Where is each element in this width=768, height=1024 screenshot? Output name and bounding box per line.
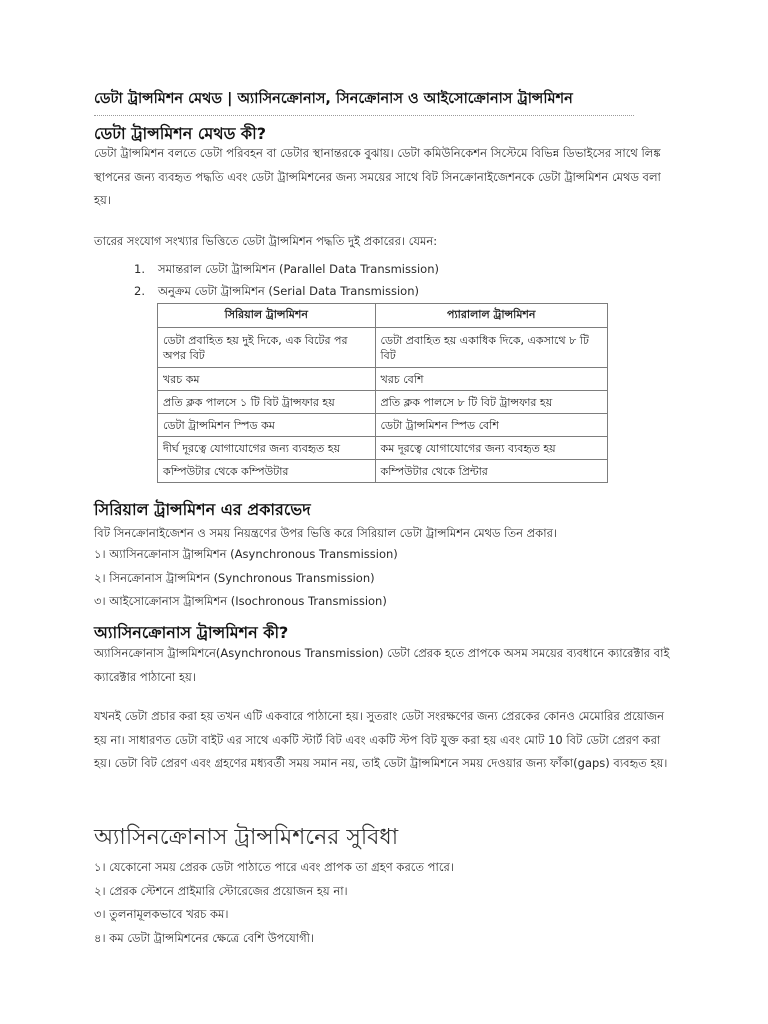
table-cell: প্রতি ক্লক পালসে ৮ টি বিট ট্রান্সফার হয় xyxy=(375,391,607,414)
table-row xyxy=(158,368,608,391)
table-row xyxy=(158,414,608,437)
table-row xyxy=(158,328,608,368)
list-item: ৩। আইসোক্রোনাস ট্রান্সমিশন (Isochronous Transmission) xyxy=(94,594,387,608)
comparison-table xyxy=(157,303,608,483)
section-heading-what-is-method: ডেটা ট্রান্সমিশন মেথড কী? xyxy=(94,124,266,143)
types-intro-line: তারের সংযোগ সংখ্যার ভিত্তিতে ডেটা ট্রান্সমিশন পদ্ধতি দুই প্রকারের। যেমন: xyxy=(94,234,438,248)
column-header-parallel: প্যারালাল ট্রান্সমিশন xyxy=(375,304,607,328)
list-item: ২। প্রেরক স্টেশনে প্রাইমারি স্টোরেজের প্রয়োজন হয় না। xyxy=(94,883,348,898)
table-row xyxy=(158,391,608,414)
table-cell: প্রতি ক্লক পালসে ১ টি বিট ট্রান্সফার হয় xyxy=(158,391,376,414)
table-cell: খরচ কম xyxy=(158,368,376,391)
table-row xyxy=(158,437,608,460)
serial-types-intro: বিট সিনক্রোনাইজেশন ও সময় নিয়ন্ত্রণের উপর ভিত্তি করে সিরিয়াল ডেটা ট্রান্সমিশন মেথড তিন প্রকার। xyxy=(94,526,558,540)
list-item: ১। অ্যাসিনক্রোনাস ট্রান্সমিশন (Asynchronous Transmission) xyxy=(94,547,398,561)
section-heading-serial-types: সিরিয়াল ট্রান্সমিশন এর প্রকারভেদ xyxy=(94,500,311,519)
table-cell: ডেটা ট্রান্সমিশন স্পিড কম xyxy=(158,414,376,437)
list-item xyxy=(134,280,439,302)
table-cell: দীর্ঘ দূরত্বে যোগাযোগের জন্য ব্যবহৃত হয় xyxy=(158,437,376,460)
async-paragraph-2: যখনই ডেটা প্রচার করা হয় তখন এটি একবারে পাঠানো হয়। সুতরাং ডেটা সংরক্ষণের জন্য প্রেরকের কোনও মেমোরির প্রয়োজন হয় না। সাধারণত ডেটা বাইট এর সাথে একটি স্টার্ট বিট এবং একটি স্টপ বিট যুক্ত করা হয় এবং মোট 10 বিট ডেটা প্রেরণ করা হয়। ডেটা বিট প্রেরণ এবং গ্রহণের মধ্যবর্তী সময় সমান নয়, তাই ডেটা ট্রান্সমিশনে সময় দেওয়ার জন্য ফাঁকা(gaps) ব্যবহৃত হয়। xyxy=(94,709,668,770)
section-heading-async-advantages: অ্যাসিনক্রোনাস ট্রান্সমিশনের সুবিধা xyxy=(94,825,399,850)
table-cell: ডেটা প্রবাহিত হয় দুই দিকে, এক বিটের পর অপর বিট xyxy=(158,328,376,368)
list-item-text: অনুক্রম ডেটা ট্রান্সমিশন (Serial Data Transmission) xyxy=(158,284,419,298)
table-cell: ডেটা ট্রান্সমিশন স্পিড বেশি xyxy=(375,414,607,437)
async-paragraph-1: অ্যাসিনক্রোনাস ট্রান্সমিশনে(Asynchronous Transmission) ডেটা প্রেরক হতে প্রাপকে অসম সময়ের ব্যবধানে ক্যারেক্টার বাই ক্যারেক্টার পাঠানো হয়। xyxy=(94,646,670,684)
list-item: ৩। তুলনামূলকভাবে খরচ কম। xyxy=(94,907,229,921)
async-advantages-list xyxy=(94,856,454,950)
table-row xyxy=(158,460,608,483)
list-item xyxy=(134,258,439,280)
list-item: ১। যেকোনো সময় প্রেরক ডেটা পাঠাতে পারে এবং প্রাপক তা গ্রহণ করতে পারে। xyxy=(94,860,454,874)
section-paragraph-definition: ডেটা ট্রান্সমিশন বলতে ডেটা পরিবহন বা ডেটার স্থানান্তরকে বুঝায়। ডেটা কমিউনিকেশন সিস্টেমে বিভিন্ন ডিভাইসের সাথে লিঙ্ক স্থাপনের জন্য ব্যবহৃত পদ্ধতি এবং ডেটা ট্রান্সমিশনের জন্য সময়ের সাথে বিট সিনক্রোনাইজেশনকে ডেটা ট্রান্সমিশন মেথড বলা হয়। xyxy=(94,146,661,207)
table-cell: কম দূরত্বে যোগাযোগের জন্য ব্যবহৃত হয় xyxy=(375,437,607,460)
table-cell: খরচ বেশি xyxy=(375,368,607,391)
transmission-types-list xyxy=(134,258,439,302)
list-item-number: 2. xyxy=(134,284,145,298)
table-header-row xyxy=(158,304,608,328)
list-item: ৪। কম ডেটা ট্রান্সমিশনের ক্ষেত্রে বেশি উপযোগী। xyxy=(94,930,315,945)
table-cell: কম্পিউটার থেকে প্রিন্টার xyxy=(375,460,607,483)
list-item-text: সমান্তরাল ডেটা ট্রান্সমিশন (Parallel Data Transmission) xyxy=(158,262,439,276)
section-heading-what-is-async: অ্যাসিনক্রোনাস ট্রান্সমিশন কী? xyxy=(94,623,289,642)
column-header-serial: সিরিয়াল ট্রান্সমিশন xyxy=(158,304,376,328)
table-cell: ডেটা প্রবাহিত হয় একাধিক দিকে, একসাথে ৮ টি বিট xyxy=(375,328,607,368)
serial-types-list xyxy=(94,543,398,614)
table-cell: কম্পিউটার থেকে কম্পিউটার xyxy=(158,460,376,483)
document-title: ডেটা ট্রান্সমিশন মেথড | অ্যাসিনক্রোনাস, সিনক্রোনাস ও আইসোক্রোনাস ট্রান্সমিশন xyxy=(94,88,634,116)
list-item: ২। সিনক্রোনাস ট্রান্সমিশন (Synchronous Transmission) xyxy=(94,570,375,585)
list-item-number: 1. xyxy=(134,262,145,276)
